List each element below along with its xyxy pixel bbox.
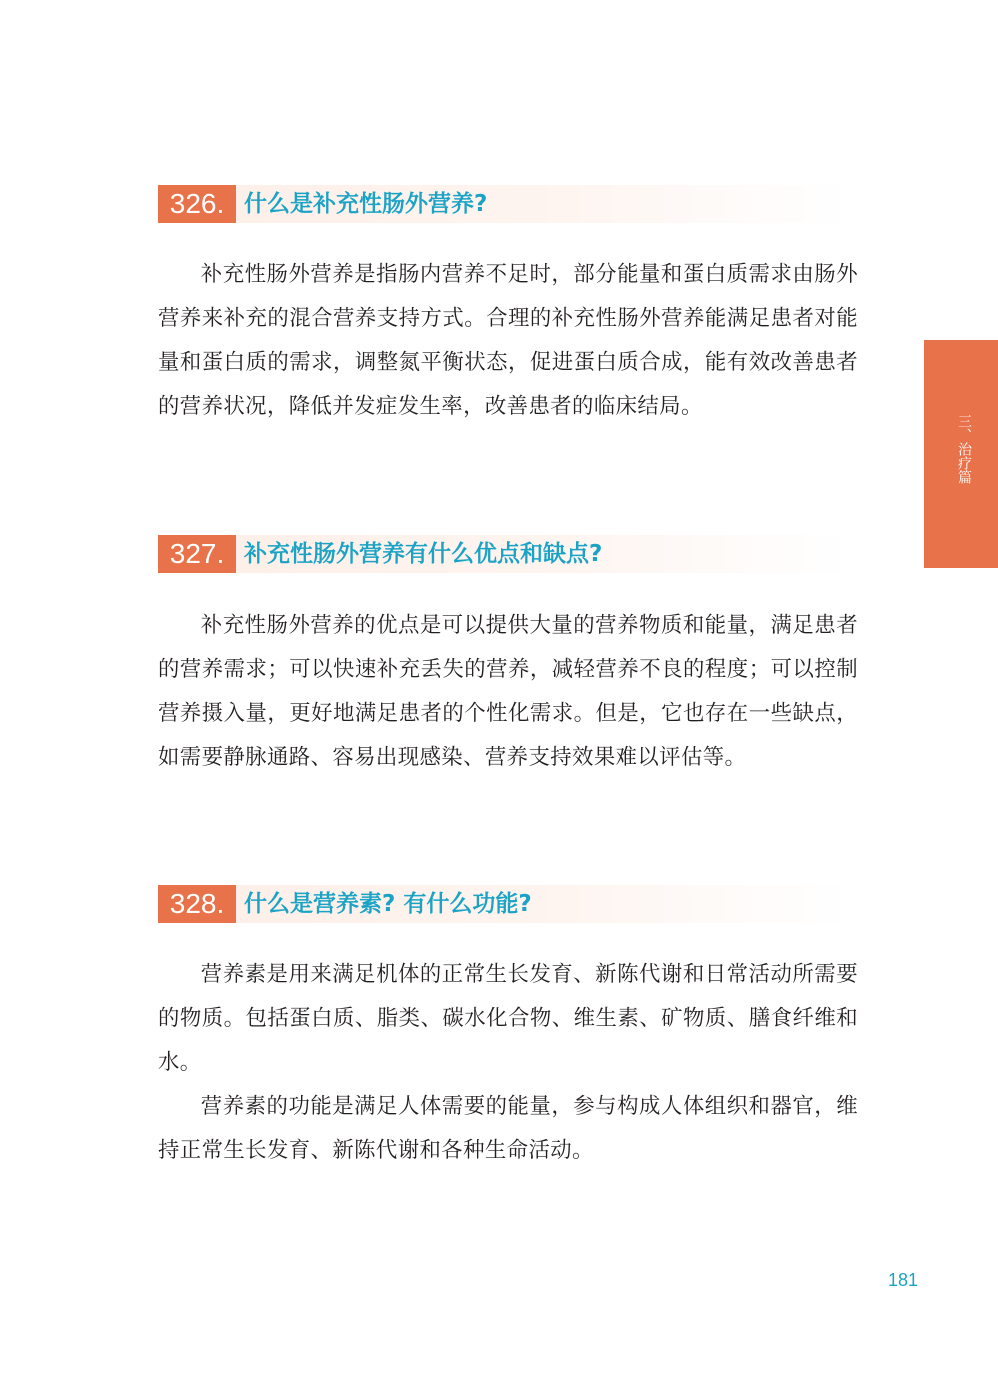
question-number: 328. [158, 885, 236, 923]
chapter-label: 三、治疗篇 [956, 414, 972, 484]
answer-paragraph: 补充性肠外营养是指肠内营养不足时，部分能量和蛋白质需求由肠外营养来补充的混合营养支持方式。合理的补充性肠外营养能满足患者对能量和蛋白质的需求，调整氮平衡状态，促进蛋白质合成，能有效改善患者的营养状况，降低并发症发生率，改善患者的临床结局。 [158, 262, 858, 419]
question-header-327 [158, 535, 850, 573]
question-title: 什么是营养素? 有什么功能? [244, 891, 532, 917]
question-header-326 [158, 185, 850, 223]
question-title: 什么是补充性肠外营养? [244, 191, 488, 217]
question-number: 327. [158, 535, 236, 573]
page-number: 181 [887, 1270, 918, 1290]
question-header-328 [158, 885, 850, 923]
chapter-side-tab [924, 340, 998, 568]
question-title: 补充性肠外营养有什么优点和缺点? [244, 541, 603, 567]
answer-paragraph: 营养素的功能是满足人体需要的能量，参与构成人体组织和器官，维持正常生长发育、新陈代谢和各种生命活动。 [158, 1094, 858, 1163]
answer-paragraph: 补充性肠外营养的优点是可以提供大量的营养物质和能量，满足患者的营养需求；可以快速补充丢失的营养，减轻营养不良的程度；可以控制营养摄入量，更好地满足患者的个性化需求。但是，它也存在一些缺点，如需要静脉通路、容易出现感染、营养支持效果难以评估等。 [158, 613, 858, 770]
answer-paragraph: 营养素是用来满足机体的正常生长发育、新陈代谢和日常活动所需要的物质。包括蛋白质、脂类、碳水化合物、维生素、矿物质、膳食纤维和水。 [158, 962, 858, 1075]
question-number: 326. [158, 185, 236, 223]
